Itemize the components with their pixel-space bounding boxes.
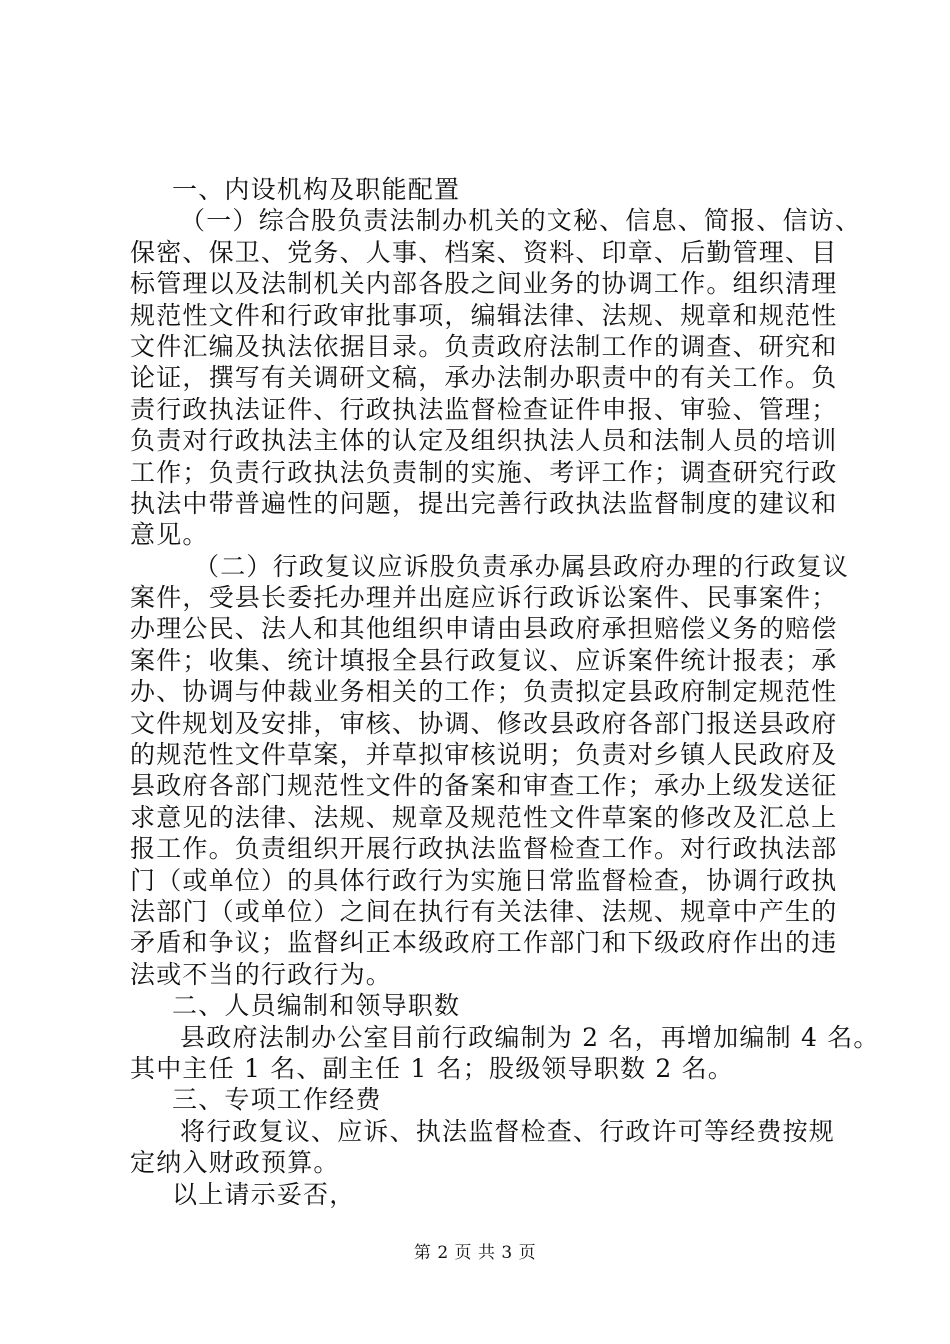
paragraph-line: 报工作。负责组织开展行政执法监督检查工作。对行政执法部 bbox=[130, 834, 838, 864]
paragraph-line: 定纳入财政预算。 bbox=[130, 1148, 340, 1178]
paragraph-line: 案件；收集、统计填报全县行政复议、应诉案件统计报表；承 bbox=[130, 645, 838, 675]
paragraph-line: 文件规划及安排，审核、协调、修改县政府各部门报送县政府 bbox=[130, 708, 838, 738]
paragraph-line: 将行政复议、应诉、执法监督检查、行政许可等经费按规 bbox=[180, 1116, 836, 1146]
paragraph-line: 责行政执法证件、行政执法监督检查证件申报、审验、管理； bbox=[130, 394, 838, 424]
paragraph-line: 标管理以及法制机关内部各股之间业务的协调工作。组织清理 bbox=[130, 269, 838, 299]
paragraph-line: （二）行政复议应诉股负责承办属县政府办理的行政复议 bbox=[194, 551, 850, 581]
paragraph-line: 办、协调与仲裁业务相关的工作；负责拟定县政府制定规范性 bbox=[130, 677, 838, 707]
section-heading-1: 一、内设机构及职能配置 bbox=[172, 175, 461, 204]
section-heading-3: 三、专项工作经费 bbox=[172, 1085, 382, 1115]
paragraph-line: 负责对行政执法主体的认定及组织执法人员和法制人员的培训 bbox=[130, 426, 838, 456]
paragraph-line: 工作；负责行政执法负责制的实施、考评工作；调查研究行政 bbox=[130, 457, 838, 487]
paragraph-line: 法或不当的行政行为。 bbox=[130, 959, 393, 989]
paragraph-line: 规范性文件和行政审批事项，编辑法律、法规、规章和规范性 bbox=[130, 300, 838, 330]
paragraph-line: 执法中带普遍性的问题，提出完善行政执法监督制度的建议和 bbox=[130, 488, 838, 518]
paragraph-line: 办理公民、法人和其他组织申请由县政府承担赔偿义务的赔偿 bbox=[130, 614, 838, 644]
paragraph-line: 县政府法制办公室目前行政编制为 2 名，再增加编制 4 名。 bbox=[180, 1022, 880, 1052]
paragraph-line: 求意见的法律、法规、规章及规范性文件草案的修改及汇总上 bbox=[130, 802, 838, 832]
paragraph-line: 案件，受县长委托办理并出庭应诉行政诉讼案件、民事案件； bbox=[130, 583, 838, 613]
paragraph-line: 论证，撰写有关调研文稿，承办法制办职责中的有关工作。负 bbox=[130, 363, 838, 393]
paragraph-line: 文件汇编及执法依据目录。负责政府法制工作的调查、研究和 bbox=[130, 331, 838, 361]
paragraph-line: 保密、保卫、党务、人事、档案、资料、印章、后勤管理、目 bbox=[130, 237, 838, 267]
document-body bbox=[130, 174, 880, 1210]
paragraph-line: 矛盾和争议；监督纠正本级政府工作部门和下级政府作出的违 bbox=[130, 928, 838, 958]
paragraph-line: 县政府各部门规范性文件的备案和审查工作；承办上级发送征 bbox=[130, 771, 838, 801]
paragraph-line: 的规范性文件草案，并草拟审核说明；负责对乡镇人民政府及 bbox=[130, 740, 838, 770]
paragraph-line: 其中主任 1 名、副主任 1 名；股级领导职数 2 名。 bbox=[130, 1053, 734, 1083]
page-footer: 第 2 页 共 3 页 bbox=[413, 1243, 537, 1263]
paragraph-line: 门（或单位）的具体行政行为实施日常监督检查，协调行政执 bbox=[130, 865, 838, 895]
paragraph-line: 意见。 bbox=[130, 520, 209, 550]
paragraph-line: （一）综合股负责法制办机关的文秘、信息、简报、信访、 bbox=[180, 206, 862, 236]
section-heading-2: 二、人员编制和领导职数 bbox=[172, 991, 461, 1021]
closing-line: 以上请示妥否， bbox=[172, 1179, 356, 1209]
paragraph-line: 法部门（或单位）之间在执行有关法律、法规、规章中产生的 bbox=[130, 896, 838, 926]
